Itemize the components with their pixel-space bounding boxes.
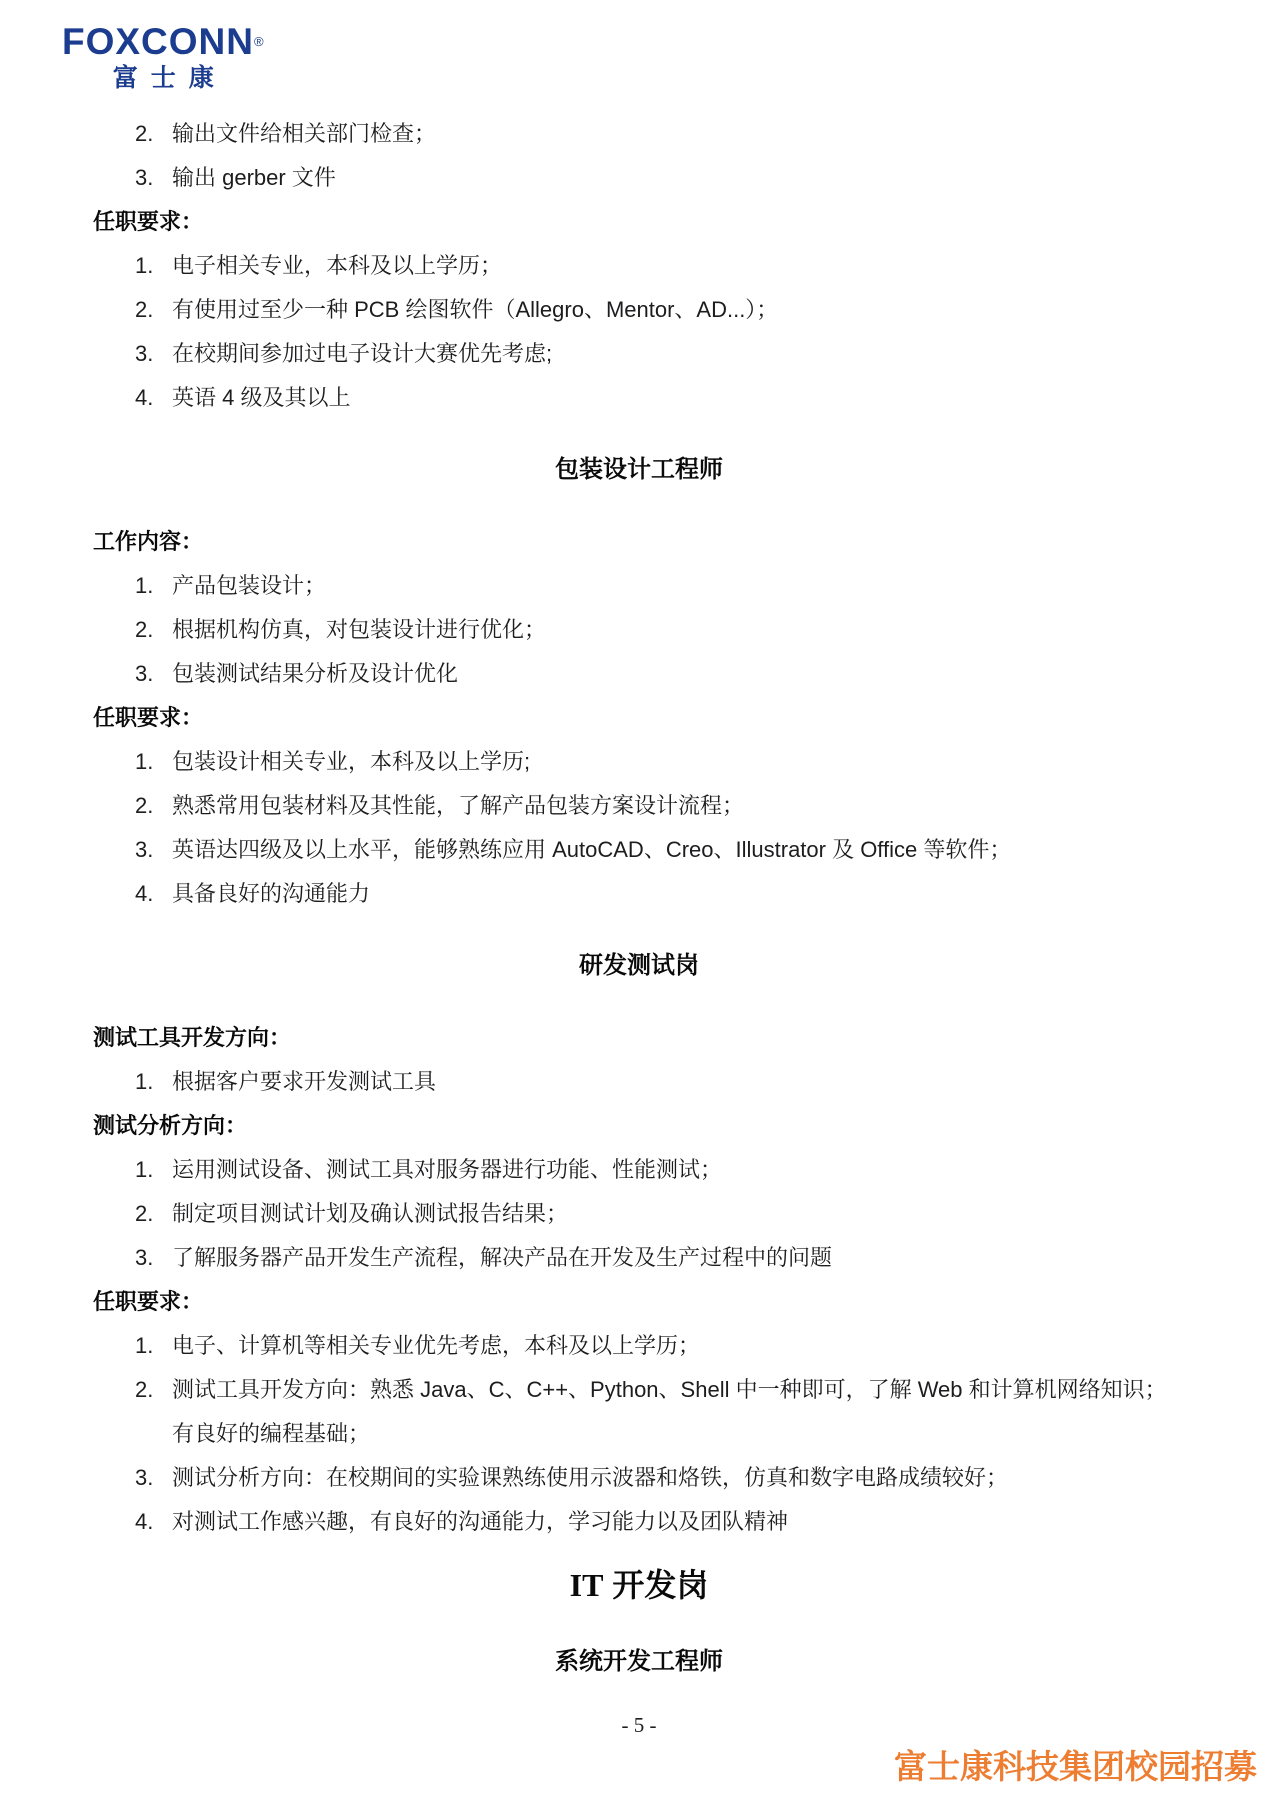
job-title-heading: 研发测试岗 [579, 952, 699, 979]
list-item [135, 1324, 1185, 1368]
section-heading: 任职要求： [93, 1289, 204, 1314]
list-item-text: 制定项目测试计划及确认测试报告结果； [172, 1201, 569, 1226]
list-item [135, 1192, 1185, 1236]
list-item-number: 4. [135, 385, 154, 410]
list-item-number: 2. [135, 617, 154, 642]
list-item-number: 2. [135, 1201, 154, 1226]
list-item-text: 英语 4 级及其以上 [172, 385, 351, 410]
list-item-number: 3. [135, 661, 154, 686]
list-item-text: 包装测试结果分析及设计优化 [172, 661, 459, 686]
job-title-heading: 系统开发工程师 [555, 1648, 723, 1675]
footer-watermark: 富士康科技集团校园招募 [894, 1748, 1257, 1785]
list-item [135, 1456, 1185, 1500]
list-item-number: 2. [135, 1377, 154, 1402]
category-heading [93, 1558, 1185, 1612]
list-item [135, 1148, 1185, 1192]
list-item-text: 测试工具开发方向：熟悉 Java、C、C++、Python、Shell 中一种即可，了解 Web 和计算机网络知识；有良好的编程基础； [172, 1377, 1167, 1446]
list-item-number: 3. [135, 165, 154, 190]
list-item [135, 244, 1185, 288]
list-item-number: 1. [135, 1069, 154, 1094]
list-item-number: 3. [135, 1465, 154, 1490]
job-title-heading: 包装设计工程师 [555, 456, 723, 483]
list-item [135, 872, 1185, 916]
list-item-text: 对测试工作感兴趣，有良好的沟通能力，学习能力以及团队精神 [172, 1509, 789, 1534]
list-item [135, 652, 1185, 696]
list-item-text: 电子、计算机等相关专业优先考虑，本科及以上学历； [172, 1333, 701, 1358]
list-item-text: 输出文件给相关部门检查； [172, 121, 437, 146]
list-item-text: 产品包装设计； [172, 573, 327, 598]
list-item [135, 288, 1185, 332]
category-heading-latin: IT [569, 1567, 604, 1603]
list-item [135, 376, 1185, 420]
list-item [135, 740, 1185, 784]
section-heading: 任职要求： [93, 209, 204, 234]
foxconn-logo [62, 22, 265, 93]
list-item-text: 在校期间参加过电子设计大赛优先考虑; [172, 341, 553, 366]
category-heading-chinese: 开发岗 [603, 1567, 709, 1603]
section-heading: 工作内容： [93, 529, 204, 554]
section-heading: 任职要求： [93, 705, 204, 730]
list-item [135, 828, 1185, 872]
section-heading: 测试分析方向： [93, 1113, 248, 1138]
brand-chinese-text: 富士康 [112, 64, 227, 92]
list-item-text: 具备良好的沟通能力 [172, 881, 371, 906]
list-item-text: 输出 gerber 文件 [172, 165, 336, 190]
brand-wordmark [62, 22, 265, 62]
list-item-number: 1. [135, 1157, 154, 1182]
list-item-text: 测试分析方向：在校期间的实验课熟练使用示波器和烙铁，仿真和数字电路成绩较好； [172, 1465, 1009, 1490]
registered-trademark-mark: ® [254, 34, 265, 49]
list-item [135, 1236, 1185, 1280]
list-item-number: 1. [135, 749, 154, 774]
list-item-text: 了解服务器产品开发生产流程，解决产品在开发及生产过程中的问题 [172, 1245, 833, 1270]
list-item-text: 包装设计相关专业，本科及以上学历; [172, 749, 531, 774]
list-item [135, 1060, 1185, 1104]
document-body [0, 112, 1271, 1738]
list-item-number: 3. [135, 1245, 154, 1270]
list-item-number: 1. [135, 1333, 154, 1358]
list-item-text: 根据机构仿真，对包装设计进行优化； [172, 617, 547, 642]
list-item-number: 1. [135, 573, 154, 598]
list-item-text: 电子相关专业，本科及以上学历； [172, 253, 503, 278]
list-item-text: 有使用过至少一种 PCB 绘图软件（Allegro、Mentor、AD...）； [172, 297, 779, 322]
list-item [135, 784, 1185, 828]
list-item-number: 2. [135, 297, 154, 322]
brand-wordmark-text: FOXCONN [62, 21, 254, 62]
list-item [135, 608, 1185, 652]
list-item-number: 1. [135, 253, 154, 278]
list-item [135, 112, 1185, 156]
list-item-number: 2. [135, 121, 154, 146]
list-item [135, 1368, 1185, 1456]
list-item-text: 熟悉常用包装材料及其性能，了解产品包装方案设计流程； [172, 793, 745, 818]
list-item-text: 英语达四级及以上水平，能够熟练应用 AutoCAD、Creo、Illustrator 及 Office 等软件； [172, 837, 1012, 862]
list-item [135, 332, 1185, 376]
list-item-number: 2. [135, 793, 154, 818]
list-item-text: 根据客户要求开发测试工具 [172, 1069, 437, 1094]
section-heading: 测试工具开发方向： [93, 1025, 292, 1050]
list-item [135, 156, 1185, 200]
page-number: - 5 - [621, 1713, 657, 1737]
list-item-number: 4. [135, 1509, 154, 1534]
list-item-number: 3. [135, 341, 154, 366]
list-item-text: 运用测试设备、测试工具对服务器进行功能、性能测试； [172, 1157, 723, 1182]
list-item-number: 3. [135, 837, 154, 862]
list-item [135, 1500, 1185, 1544]
list-item-number: 4. [135, 881, 154, 906]
list-item [135, 564, 1185, 608]
